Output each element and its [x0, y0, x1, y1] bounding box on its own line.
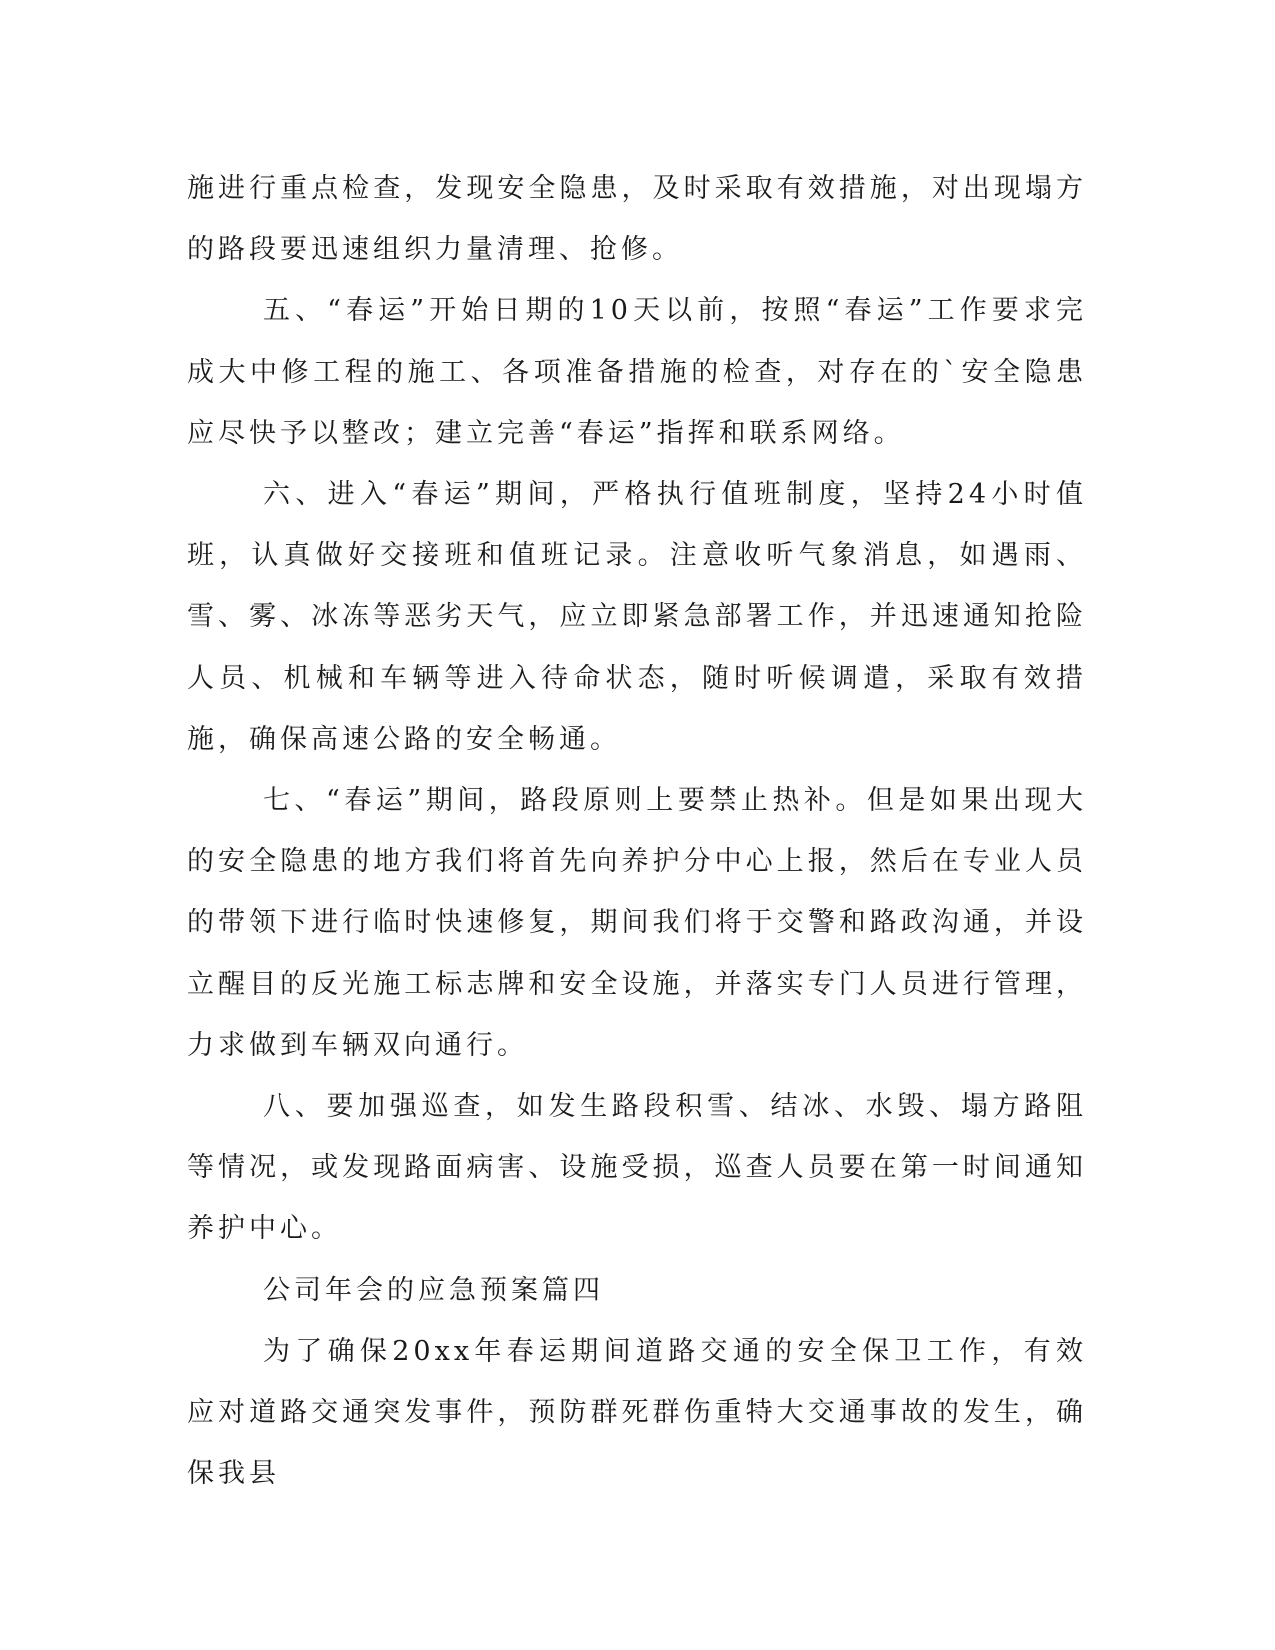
paragraph-continuation: 施进行重点检查，发现安全隐患，及时采取有效措施，对出现塌方的路段要迅速组织力量清理、抢修。	[187, 173, 1087, 266]
section-heading: 公司年会的应急预案篇四	[263, 1274, 604, 1306]
document-body	[187, 158, 1087, 1504]
paragraph-item-7: 七、“春运”期间，路段原则上要禁止热补。但是如果出现大的安全隐患的地方我们将首先向养护分中心上报，然后在专业人员的带领下进行临时快速修复，期间我们将于交警和路政沟通，并设立醒目的反光施工标志牌和安全设施，并落实专门人员进行管理，力求做到车辆双向通行。	[187, 785, 1087, 1061]
paragraph-item-8: 八、要加强巡查，如发生路段积雪、结冰、水毁、塌方路阻等情况，或发现路面病害、设施受损，巡查人员要在第一时间通知养护中心。	[187, 1091, 1087, 1245]
paragraph-item-5: 五、“春运”开始日期的10天以前，按照“春运”工作要求完成大中修工程的施工、各项准备措施的检查，对存在的`安全隐患应尽快予以整改；建立完善“春运”指挥和联系网络。	[187, 295, 1087, 449]
paragraph-intro: 为了确保20xx年春运期间道路交通的安全保卫工作，有效应对道路交通突发事件，预防群死群伤重特大交通事故的发生，确保我县	[187, 1335, 1087, 1490]
paragraph-item-6: 六、进入“春运”期间，严格执行值班制度，坚持24小时值班，认真做好交接班和值班记录。注意收听气象消息，如遇雨、雪、雾、冰冻等恶劣天气，应立即紧急部署工作，并迅速通知抢险人员、机械和车辆等进入待命状态，随时听候调遣，采取有效措施，确保高速公路的安全畅通。	[187, 479, 1087, 755]
